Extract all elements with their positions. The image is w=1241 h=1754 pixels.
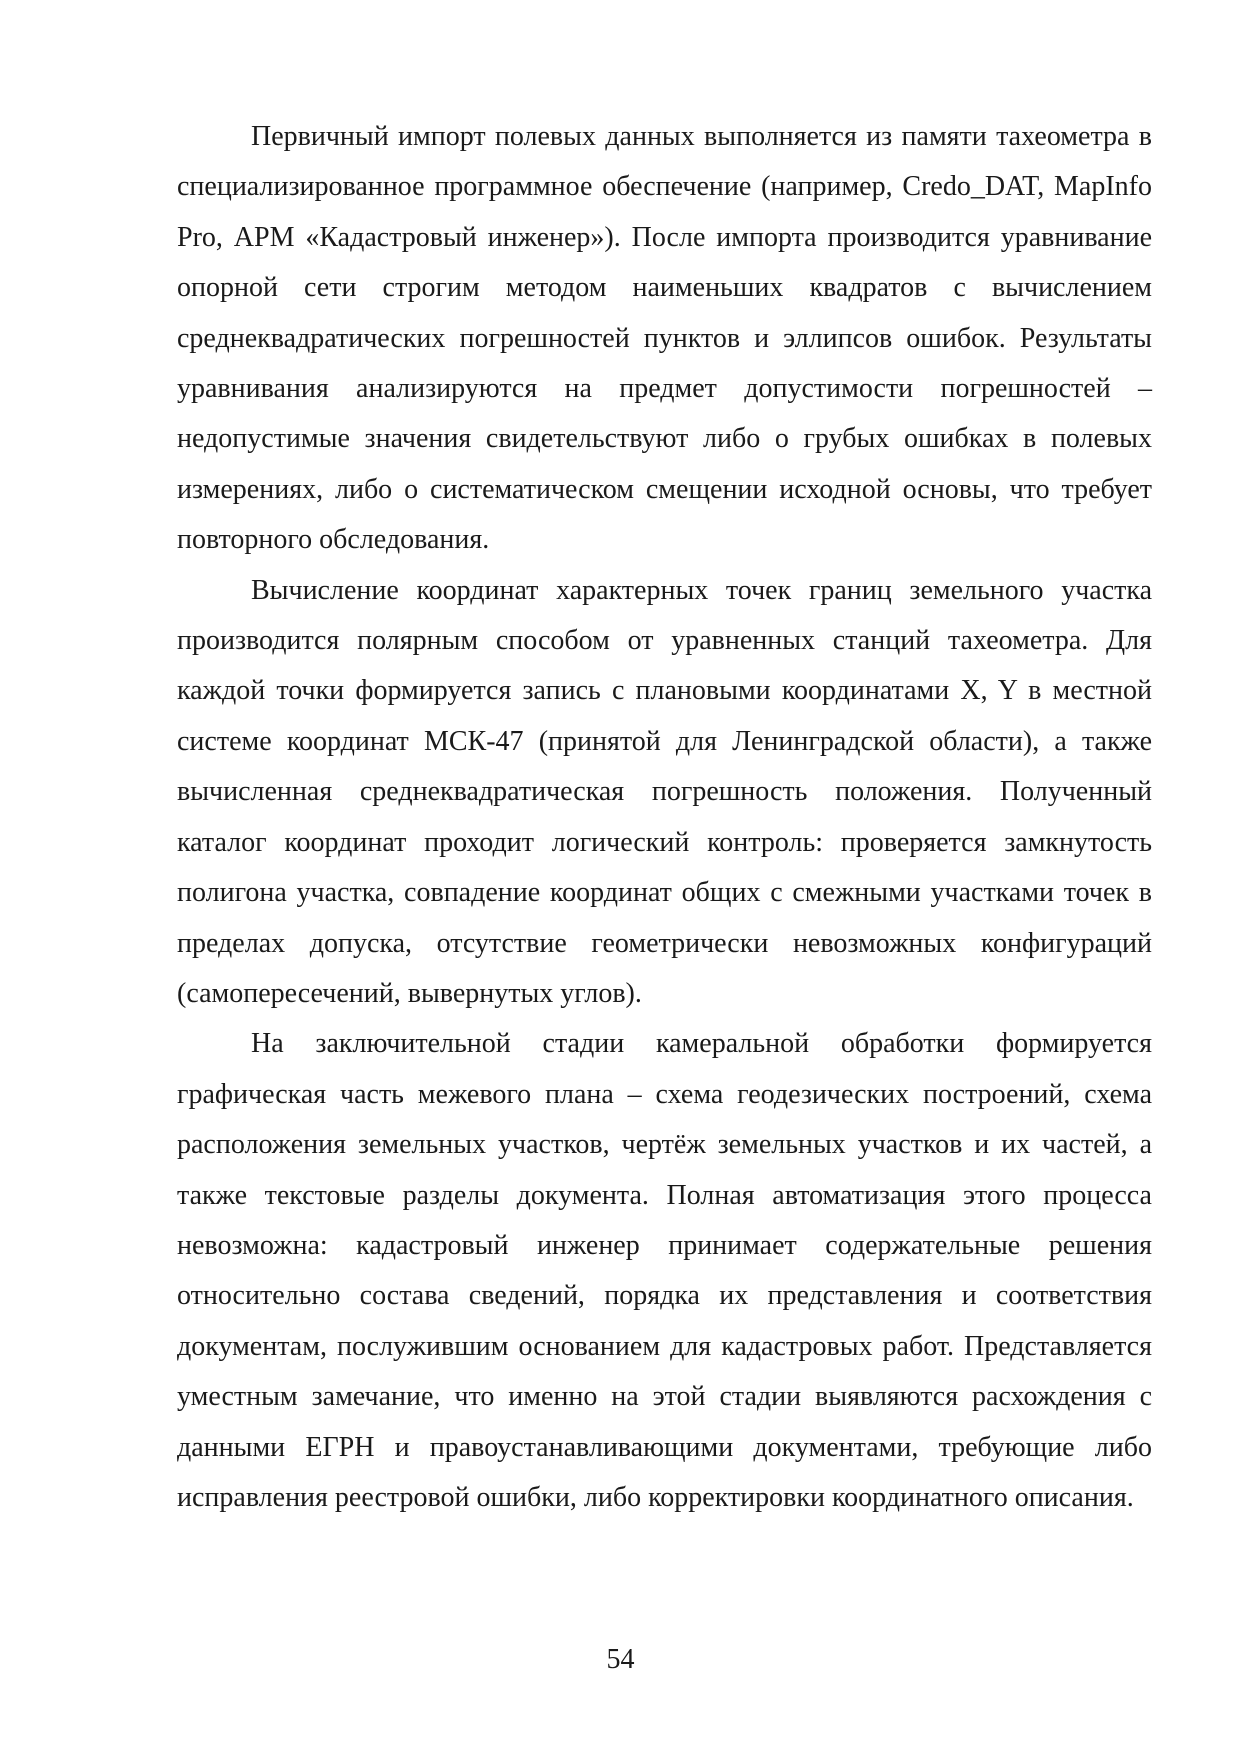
page-number: 54 bbox=[606, 1644, 635, 1675]
paragraph-graphics: На заключительной стадии камеральной обработки формируется графическая часть межевого плана – схема геодезических построений, схема расположения земельных участков, чертёж земельных участков и их частей, а также текстовые разделы документа. Полная автоматизация этого процесса невозможна: кадастровый инженер принимает содержательные решения относительно состава сведений, порядка их представления и соответствия документам, послужившим основанием для кадастровых работ. Представляется уместным замечание, что именно на этой стадии выявляются расхождения с данными ЕГРН и правоустанавливающими документами, требующие либо исправления реестровой ошибки, либо корректировки координатного описания. bbox=[177, 1028, 1152, 1513]
paragraph-import: Первичный импорт полевых данных выполняется из памяти тахеометра в специализированное программное обеспечение (например, Credo_DAT, MapInfo Pro, АРМ «Кадастровый инженер»). После импорта производится уравнивание опорной сети строгим методом наименьших квадратов с вычислением среднеквадратических погрешностей пунктов и эллипсов ошибок. Результаты уравнивания анализируются на предмет допустимости погрешностей – недопустимые значения свидетельствуют либо о грубых ошибках в полевых измерениях, либо о систематическом смещении исходной основы, что требует повторного обследования. bbox=[177, 121, 1152, 556]
paragraph-coordinates: Вычисление координат характерных точек границ земельного участка производится полярным способом от уравненных станций тахеометра. Для каждой точки формируется запись с плановыми координатами X, Y в местной системе координат МСК-47 (принятой для Ленинградской области), а также вычисленная среднеквадратическая погрешность положения. Полученный каталог координат проходит логический контроль: проверяется замкнутость полигона участка, совпадение координат общих с смежными участками точек в пределах допуска, отсутствие геометрически невозможных конфигураций (самопересечений, вывернутых углов). bbox=[177, 574, 1152, 1009]
body-text bbox=[177, 112, 1152, 1523]
